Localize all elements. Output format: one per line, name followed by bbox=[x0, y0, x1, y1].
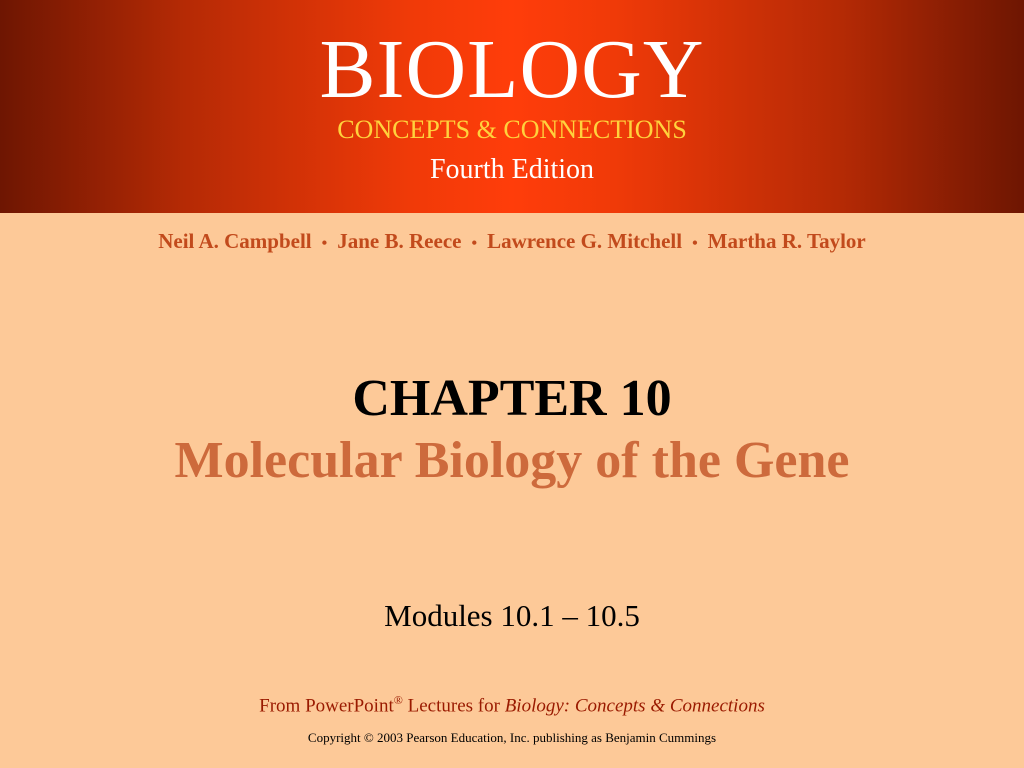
source-attribution bbox=[0, 688, 1024, 718]
modules-range: Modules 10.1 – 10.5 bbox=[384, 598, 640, 633]
author-separator: • bbox=[692, 235, 698, 252]
chapter-title: Molecular Biology of the Gene bbox=[174, 432, 850, 489]
copyright-notice: Copyright © 2003 Pearson Education, Inc. publishing as Benjamin Cummings bbox=[307, 730, 717, 745]
chapter-number: CHAPTER 10 bbox=[352, 370, 672, 427]
author-name: Lawrence G. Mitchell bbox=[487, 229, 683, 253]
source-middle: Lectures for bbox=[402, 695, 505, 717]
source-book-title: Biology: Concepts & Connections bbox=[504, 695, 765, 717]
author-separator: • bbox=[471, 235, 478, 252]
book-title: BIOLOGY bbox=[319, 23, 705, 116]
author-name: Jane B. Reece bbox=[337, 229, 462, 253]
title-banner bbox=[0, 0, 1024, 213]
book-subtitle: CONCEPTS & CONNECTIONS bbox=[337, 115, 687, 144]
author-separator: • bbox=[321, 235, 328, 252]
book-edition: Fourth Edition bbox=[429, 154, 595, 185]
author-name: Neil A. Campbell bbox=[158, 229, 312, 253]
source-prefix: From PowerPoint bbox=[259, 695, 394, 717]
author-name: Martha R. Taylor bbox=[707, 229, 866, 253]
registered-mark: ® bbox=[393, 693, 403, 707]
author-list bbox=[0, 227, 1024, 258]
